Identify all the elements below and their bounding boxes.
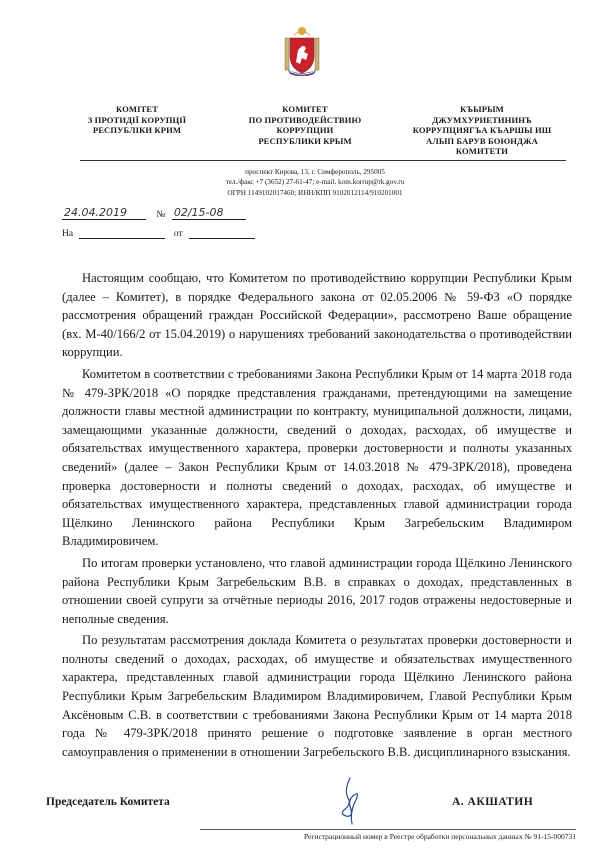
outgoing-registration [62,207,246,220]
header-ukrainian [62,104,212,136]
handwritten-signature [330,776,370,826]
header-crimean-tatar [398,104,566,157]
paragraph: Комитетом в соответствии с требованиями Закона Республики Крым от 14 марта 2018 года № 479-ЗРК/2018 «О порядке представления гражданами, претендующими на замещение должности главы местной администрации по контракту, муниципальной должности, лицами, замещающими указанные должности, сведений о доходах, расходах, об имуществе и обязательствах имущественного характера, проверки достоверности и полноты указанных сведений» (далее – Закон Республики Крым от 14.03.2018 № 479-ЗРК/2018), проведена проверка достоверности и полноты сведений о доходах, расходах, об имуществе и обязательствах имущественного характера, представленных главой администрации города Щёлкино Ленинского района Республики Крым Загребельским Владимиром Владимировичем. [62,366,572,549]
number-sign: № [156,210,166,220]
header-line: РЕСПУБЛІКИ КРИМ [92,125,182,136]
from-label: от [173,229,183,239]
incoming-number-field [79,226,165,239]
number-field [172,207,246,220]
date-field [62,207,146,220]
header-line: КЪЫРЫМ [460,104,504,114]
paragraph: По результатам рассмотрения доклада Комитета о результатах проверки достоверности и полноты сведений о доходах, расходах, об имуществе и обязательствах имущественного характера, представленных главой администрации города Щёлкино Ленинского района Республики Крым Загребельским Владимиром Владимировичем, Главой Республики Крым Аксёновым С.В. в соответствии с требованиями Закона Республики Крым от 14 марта 2018 года № 479-ЗРК/2018 принято решение о подготовке заявление в орган местного самоуправления о применении в отношении Загребельского В.В. дисциплинарного взыскания. [62,633,572,759]
address: проспект Кирова, 13, г. Симферополь, 295005 [245,168,385,176]
signatory-title: Председатель Комитета [46,796,170,808]
handwritten-number: 02/15-08 [173,206,224,219]
header-line: ДЖУМХУРИЕТИНИНЪ [432,114,532,125]
signatory-name: А. АКШАТИН [452,796,534,808]
header-line: КОМИТЕТ [282,104,328,114]
paragraph: Настоящим сообщаю, что Комитетом по противодействию коррупции Республики Крым (далее – Комитет), в порядке Федерального закона от 02.05.2006 № 59-ФЗ «О порядке рассмотрения обращений граждан Российской Федерации», рассмотрено Ваше обращение (вх. М-40/166/2 от 15.04.2019) о нарушениях требований законодательства о противодействии коррупции. [62,271,572,360]
incoming-reference [62,226,255,239]
header-divider [80,160,566,161]
phone-email: тел./факс +7 (3652) 27-61-47; e-mail. kom.korrup@rk.gov.ru [225,178,405,186]
header-line: КОРРУПЦИЯГЪА КЪАРШЫ ИШ [412,125,552,136]
org-ids: ОГРН 1149102017460; ИНН/КПП 9102012114/910201001 [227,189,403,197]
on-label: На [62,229,74,239]
header-line: АЛЫП БАРУВ БОЮНДЖА [426,135,538,146]
crimea-coat-of-arms-icon [284,26,320,76]
handwritten-date: 24.04.2019 [64,206,127,219]
footer-divider [200,829,576,830]
header-line: З ПРОТИДІЇ КОРУПЦІЇ [87,114,187,125]
paragraph: По итогам проверки установлено, что главой администрации города Щёлкино Ленинского района Республики Крым Загребельским В.В. в справках о доходах, представленных в отношении своей супруги за отчётные периоды 2016, 2017 годов отражены недостоверные и неполные сведения. [62,555,572,626]
footer-registration: Регистрационный номер в Реестре обработки персональных данных № 91-15-000731 [303,832,576,841]
incoming-date-field [189,226,255,239]
header-line: КОМИТЕТИ [455,146,509,157]
header-line: ПО ПРОТИВОДЕЙСТВИЮ [248,114,362,125]
header-line: КОРРУПЦИИ [276,125,334,136]
header-line: КОМІТЕТ [115,104,159,114]
header-russian [230,104,380,146]
header-line: РЕСПУБЛИКИ КРЫМ [258,135,352,146]
letter-body [62,269,572,764]
